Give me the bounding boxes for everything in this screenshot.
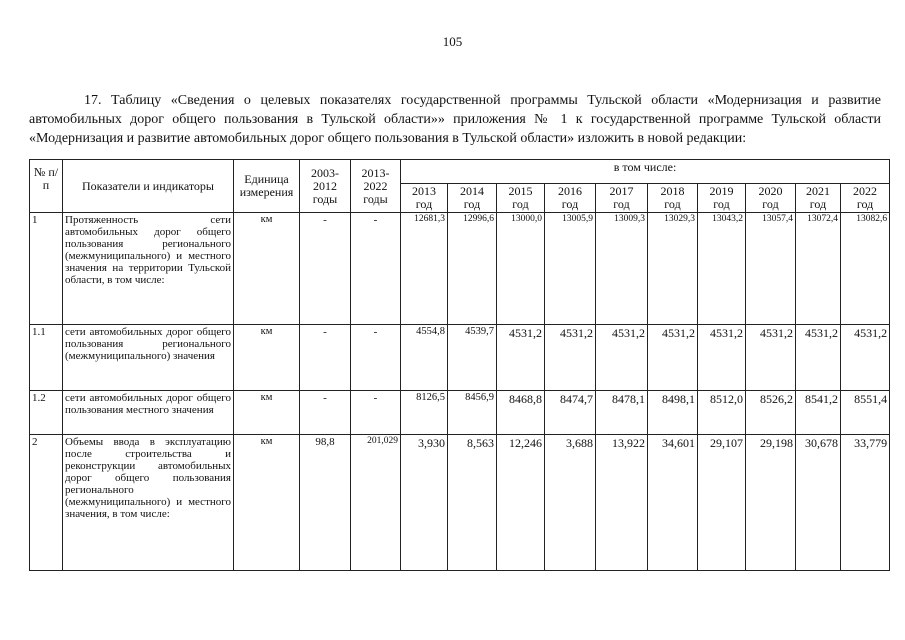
indicator-name: сети автомобильных дорог общего пользования местного значения xyxy=(63,391,234,435)
header-year-number: 2013 xyxy=(412,184,436,198)
year-value: 29,107 xyxy=(698,435,746,571)
header-year-number: 2015 xyxy=(508,184,533,198)
year-value: 13057,4 xyxy=(746,213,796,325)
header-year xyxy=(841,184,890,213)
year-value: 8551,4 xyxy=(841,391,890,435)
header-year xyxy=(545,184,596,213)
year-value: 8126,5 xyxy=(401,391,448,435)
header-year-label: год xyxy=(561,197,579,211)
year-value: 13009,3 xyxy=(596,213,648,325)
year-value: 4539,7 xyxy=(448,325,497,391)
indicators-table xyxy=(29,159,890,571)
header-year xyxy=(448,184,497,213)
year-value: 30,678 xyxy=(796,435,841,571)
year-value: 8526,2 xyxy=(746,391,796,435)
header-year xyxy=(497,184,545,213)
page-number: 105 xyxy=(442,34,463,49)
year-value: 4531,2 xyxy=(841,325,890,391)
header-year-label: год xyxy=(856,197,874,211)
year-value: 8474,7 xyxy=(545,391,596,435)
year-value: 8,563 xyxy=(448,435,497,571)
year-value: 8478,1 xyxy=(596,391,648,435)
header-year-label: год xyxy=(463,197,481,211)
header-period-2003-2012: 2003-2012 годы xyxy=(300,160,351,213)
header-unit: Единица измерения xyxy=(234,160,300,213)
year-value: 13029,3 xyxy=(648,213,698,325)
row-number: 2 xyxy=(30,435,63,571)
year-value: 4531,2 xyxy=(746,325,796,391)
header-year-number: 2021 xyxy=(806,184,830,198)
year-value: 13043,2 xyxy=(698,213,746,325)
indicator-name: Протяженность сети автомобильных дорог общего пользования регионального (межмуниципального) и местного значения на территории Тульской области, в том числе: xyxy=(63,213,234,325)
unit-cell: км xyxy=(234,435,300,571)
year-value: 4531,2 xyxy=(497,325,545,391)
period-2013-2022-value: - xyxy=(351,213,401,325)
year-value: 13005,9 xyxy=(545,213,596,325)
row-number: 1.2 xyxy=(30,391,63,435)
year-value: 4531,2 xyxy=(596,325,648,391)
indicator-name: Объемы ввода в эксплуатацию после строительства и реконструкции автомобильных дорог общего пользования регионального (межмуниципального) и местного значения, в том числе: xyxy=(63,435,234,571)
unit-cell: км xyxy=(234,213,300,325)
header-year-number: 2020 xyxy=(758,184,783,198)
year-value: 29,198 xyxy=(746,435,796,571)
table-row xyxy=(30,391,890,435)
header-year-label: год xyxy=(664,197,681,211)
year-value: 4531,2 xyxy=(648,325,698,391)
intro-text: 17. Таблицу «Сведения о целевых показателях государственной программы Тульской области «Модернизация и развитие автомобильных дорог общего пользования в Тульской области»» приложения № 1 к государственной программе Тульской области «Модернизация и развитие автомобильных дорог общего пользования в Тульской области» изложить в новой редакции: xyxy=(29,93,881,146)
header-indicator: Показатели и индикаторы xyxy=(63,160,234,213)
header-year xyxy=(596,184,648,213)
header-year-label: год xyxy=(512,197,529,211)
period-2003-2012-value: 98,8 xyxy=(300,435,351,571)
unit-cell: км xyxy=(234,325,300,391)
header-year-number: 2018 xyxy=(660,184,685,198)
unit-cell: км xyxy=(234,391,300,435)
header-year-label: год xyxy=(613,197,630,211)
header-year-number: 2017 xyxy=(609,184,634,198)
period-2013-2022-value: - xyxy=(351,391,401,435)
header-year-label: год xyxy=(415,197,433,211)
header-year xyxy=(698,184,746,213)
header-year-label: год xyxy=(762,197,779,211)
year-value: 3,930 xyxy=(401,435,448,571)
header-year-number: 2014 xyxy=(460,184,484,198)
year-value: 12,246 xyxy=(497,435,545,571)
year-value: 12996,6 xyxy=(448,213,497,325)
period-2003-2012-value: - xyxy=(300,325,351,391)
year-value: 12681,3 xyxy=(401,213,448,325)
header-year-label: год xyxy=(809,197,827,211)
year-value: 8498,1 xyxy=(648,391,698,435)
table-row xyxy=(30,435,890,571)
header-num: № п/п xyxy=(30,160,63,213)
period-2013-2022-value: 201,029 xyxy=(351,435,401,571)
row-number: 1.1 xyxy=(30,325,63,391)
year-value: 34,601 xyxy=(648,435,698,571)
header-year xyxy=(796,184,841,213)
table-row xyxy=(30,213,890,325)
year-value: 8512,0 xyxy=(698,391,746,435)
year-value: 13000,0 xyxy=(497,213,545,325)
year-value: 4554,8 xyxy=(401,325,448,391)
period-2003-2012-value: - xyxy=(300,213,351,325)
header-year-number: 2016 xyxy=(558,184,582,198)
year-value: 33,779 xyxy=(841,435,890,571)
header-period-2013-2022: 2013-2022 годы xyxy=(351,160,401,213)
row-number: 1 xyxy=(30,213,63,325)
period-2003-2012-value: - xyxy=(300,391,351,435)
header-including: в том числе: xyxy=(401,160,890,184)
intro-paragraph xyxy=(29,91,881,148)
year-value: 4531,2 xyxy=(698,325,746,391)
year-value: 13072,4 xyxy=(796,213,841,325)
year-value: 3,688 xyxy=(545,435,596,571)
year-value: 4531,2 xyxy=(545,325,596,391)
header-year-number: 2019 xyxy=(709,184,734,198)
year-value: 8468,8 xyxy=(497,391,545,435)
year-value: 13082,6 xyxy=(841,213,890,325)
year-value: 8541,2 xyxy=(796,391,841,435)
year-value: 13,922 xyxy=(596,435,648,571)
header-year-number: 2022 xyxy=(853,184,878,198)
header-year-label: год xyxy=(713,197,730,211)
year-value: 4531,2 xyxy=(796,325,841,391)
year-value: 8456,9 xyxy=(448,391,497,435)
header-year xyxy=(648,184,698,213)
indicator-name: сети автомобильных дорог общего пользования регионального (межмуниципального) значения xyxy=(63,325,234,391)
header-year xyxy=(746,184,796,213)
period-2013-2022-value: - xyxy=(351,325,401,391)
table-row xyxy=(30,325,890,391)
header-year xyxy=(401,184,448,213)
